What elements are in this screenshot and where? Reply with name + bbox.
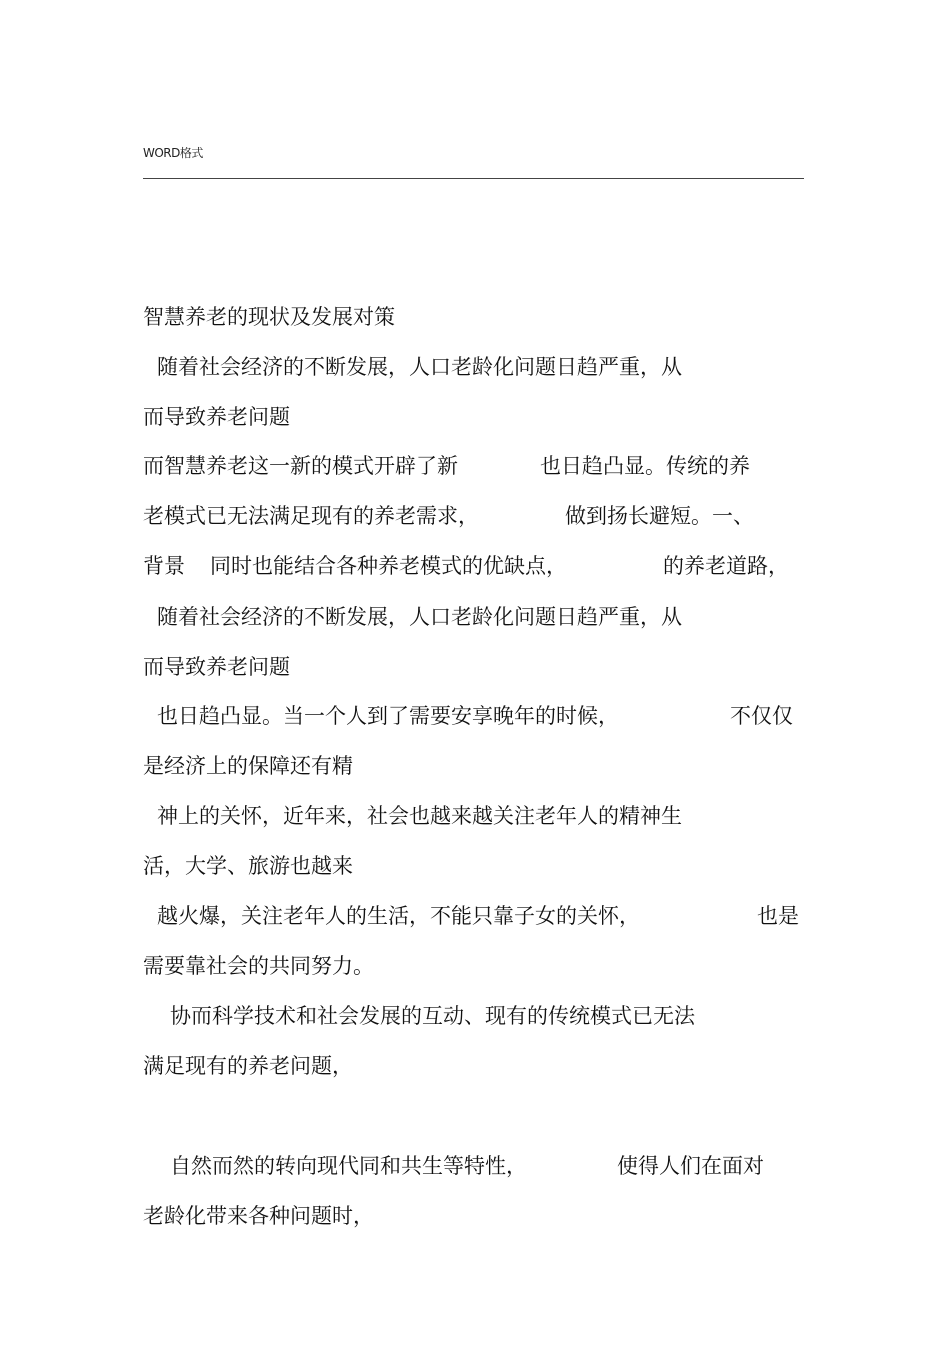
text-segment: 随着社会经济的不断发展，人口老龄化问题日趋严重，从: [157, 355, 682, 379]
text-line: [143, 853, 353, 879]
text-segment: 而导致养老问题: [143, 405, 290, 429]
text-segment: 需要靠社会的共同努力。: [143, 954, 374, 978]
text-segment: 的养老道路，: [663, 554, 789, 578]
document-title: [143, 304, 395, 330]
text-segment: 越火爆，关注老年人的生活，不能只靠子女的关怀，: [157, 904, 640, 928]
text-line: [157, 903, 799, 929]
text-segment: 是经济上的保障还有精: [143, 754, 353, 778]
text-line: [143, 1203, 374, 1229]
header-rule: [143, 178, 804, 179]
text-line: [143, 453, 750, 479]
text-segment: 背景: [143, 554, 185, 578]
text-line: [157, 604, 682, 630]
text-segment: 做到扬长避短。一、: [565, 504, 754, 528]
text-line: [143, 953, 374, 979]
text-segment: 不仅仅: [730, 704, 793, 728]
text-line: [143, 503, 754, 529]
text-segment: 活，大学、旅游也越来: [143, 854, 353, 878]
text-segment: 智慧养老的现状及发展对策: [143, 305, 395, 329]
text-line: [170, 1153, 764, 1179]
text-segment: 也日趋凸显。传统的养: [540, 454, 750, 478]
text-segment: 也是: [757, 904, 799, 928]
text-segment: 神上的关怀，近年来，社会也越来越关注老年人的精神生: [157, 804, 682, 828]
text-segment: 而智慧养老这一新的模式开辟了新: [143, 454, 458, 478]
text-segment: 协而科学技术和社会发展的互动、现有的传统模式已无法: [170, 1004, 695, 1028]
text-segment: 老模式已无法满足现有的养老需求，: [143, 504, 479, 528]
text-line: [143, 553, 789, 579]
text-line: [157, 354, 682, 380]
text-line: [143, 404, 290, 430]
text-line: [143, 1053, 353, 1079]
text-segment: 老龄化带来各种问题时，: [143, 1204, 374, 1228]
text-segment: 自然而然的转向现代同和共生等特性，: [170, 1154, 527, 1178]
text-segment: 而导致养老问题: [143, 655, 290, 679]
text-segment: 随着社会经济的不断发展，人口老龄化问题日趋严重，从: [157, 605, 682, 629]
text-segment: 同时也能结合各种养老模式的优缺点，: [210, 554, 567, 578]
text-segment: 也日趋凸显。当一个人到了需要安享晚年的时候，: [157, 704, 619, 728]
text-line: [157, 703, 793, 729]
text-segment: 满足现有的养老问题，: [143, 1054, 353, 1078]
text-line: [143, 753, 353, 779]
text-line: [170, 1003, 695, 1029]
text-segment: 使得人们在面对: [617, 1154, 764, 1178]
page-header-label: WORD格式: [143, 146, 203, 160]
text-line: [143, 654, 290, 680]
text-line: [157, 803, 682, 829]
